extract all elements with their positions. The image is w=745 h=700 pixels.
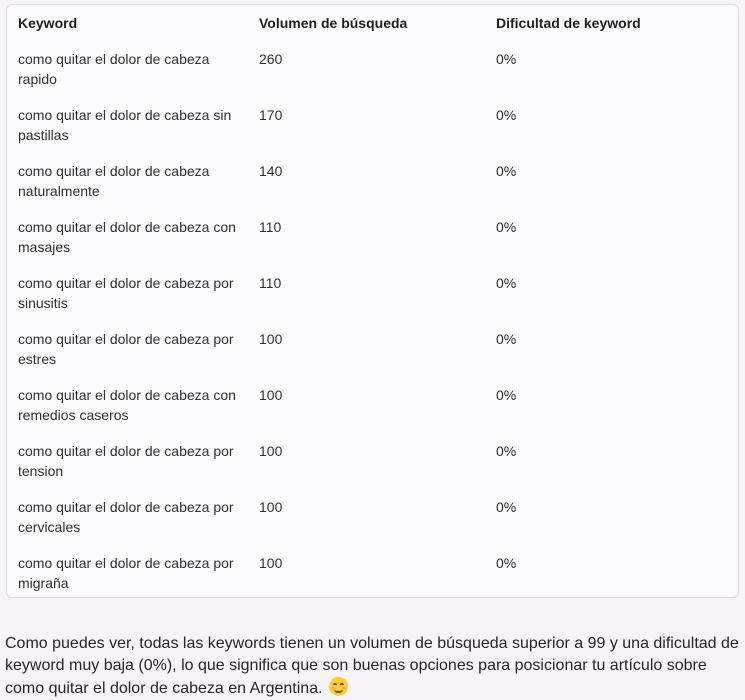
cell-volume: 170: [259, 107, 283, 123]
cell-keyword: como quitar el dolor de cabeza por migraña: [18, 555, 234, 591]
cell-volume: 110: [259, 219, 282, 235]
cell-difficulty: 0%: [496, 163, 517, 179]
cell-volume: 100: [259, 443, 283, 459]
cell-difficulty: 0%: [496, 51, 517, 67]
cell-difficulty: 0%: [496, 443, 517, 459]
cell-difficulty: 0%: [496, 555, 517, 571]
cell-keyword: como quitar el dolor de cabeza por sinusitis: [18, 275, 234, 311]
cell-volume: 100: [259, 387, 283, 403]
summary-text: Como puedes ver, todas las keywords tienen un volumen de búsqueda superior a 99 y una dificultad de keyword muy baja (0%), lo que significa que son buenas opciones para posicionar tu artículo sobre como quitar el dolor de cabeza en Argentina.: [5, 635, 739, 697]
cell-volume: 100: [259, 555, 283, 571]
header-search-volume: Volumen de búsqueda: [259, 14, 408, 31]
cell-keyword: como quitar el dolor de cabeza con masajes: [18, 219, 236, 255]
table-row: [7, 207, 739, 263]
cell-difficulty: 0%: [496, 331, 517, 347]
cell-difficulty: 0%: [496, 275, 517, 291]
cell-volume: 110: [259, 275, 282, 291]
cell-keyword: como quitar el dolor de cabeza por estres: [18, 331, 234, 367]
cell-keyword: como quitar el dolor de cabeza sin pastillas: [18, 107, 232, 143]
header-keyword-difficulty: Dificultad de keyword: [496, 14, 641, 31]
table-row: [7, 487, 739, 543]
cell-keyword: como quitar el dolor de cabeza con remedios caseros: [18, 387, 236, 423]
smiling-face-icon: [329, 677, 348, 696]
cell-keyword: como quitar el dolor de cabeza naturalmente: [18, 163, 210, 199]
table-row: [7, 375, 739, 431]
cell-volume: 260: [259, 51, 283, 67]
header-keyword: Keyword: [18, 14, 78, 31]
table-header-row: [7, 5, 739, 39]
cell-keyword: como quitar el dolor de cabeza rapido: [18, 51, 210, 87]
table-row: [7, 319, 739, 375]
cell-keyword: como quitar el dolor de cabeza por tension: [18, 443, 234, 479]
cell-difficulty: 0%: [496, 219, 517, 235]
table-row: [7, 95, 739, 151]
cell-difficulty: 0%: [496, 387, 517, 403]
table-row: [7, 543, 739, 598]
cell-keyword: como quitar el dolor de cabeza por cervicales: [18, 499, 234, 535]
table-row: [7, 39, 739, 95]
cell-volume: 140: [259, 163, 283, 179]
cell-volume: 100: [259, 331, 283, 347]
cell-volume: 100: [259, 499, 283, 515]
keyword-table-card: [6, 4, 739, 598]
cell-difficulty: 0%: [496, 107, 517, 123]
table-row: [7, 431, 739, 487]
cell-difficulty: 0%: [496, 499, 517, 515]
table-row: [7, 151, 739, 207]
table-row: [7, 263, 739, 319]
keyword-table: [7, 5, 739, 598]
